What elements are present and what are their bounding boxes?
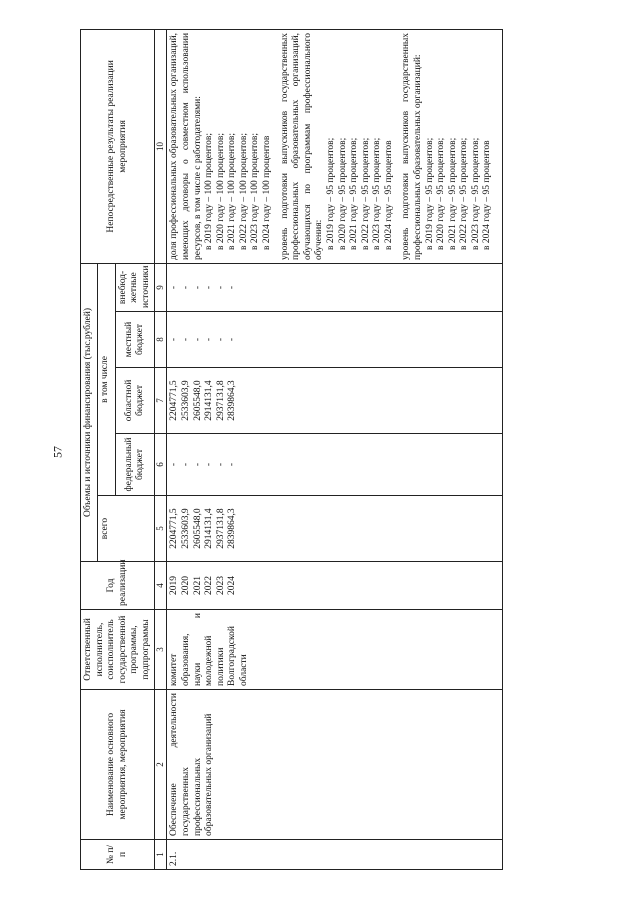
header-offbudget: внебюд-жетные источники xyxy=(115,263,155,311)
result-year: в 2023 году – 95 процентов; xyxy=(470,137,481,250)
col-number: 5 xyxy=(155,496,167,562)
local-value: - xyxy=(181,337,192,342)
header-funding: Объемы и источники финансирования (тыс.рублей) xyxy=(81,263,98,561)
row-local xyxy=(167,312,503,368)
result-year: в 2024 году – 95 процентов xyxy=(383,140,394,250)
col-number: 1 xyxy=(155,840,167,870)
result-year: в 2022 году – 95 процентов; xyxy=(459,137,470,250)
offbudget-value: - xyxy=(204,285,215,290)
total-value: 2605548,0 xyxy=(192,508,203,549)
total-value: 2533603,9 xyxy=(181,508,192,549)
federal-value: - xyxy=(204,462,215,467)
federal-value: - xyxy=(192,462,203,467)
column-number-row xyxy=(155,29,167,869)
local-value: - xyxy=(204,337,215,342)
result-year: в 2020 году – 100 процентов; xyxy=(215,132,226,250)
program-table xyxy=(80,29,503,870)
result-year: в 2021 году – 95 процентов; xyxy=(349,137,360,250)
federal-value: - xyxy=(227,462,238,467)
row-years xyxy=(167,562,503,610)
row-federal xyxy=(167,434,503,496)
col-number: 7 xyxy=(155,368,167,434)
result-year: в 2019 году – 95 процентов; xyxy=(424,137,435,250)
local-value: - xyxy=(169,337,180,342)
header-total: всего xyxy=(97,496,155,562)
row-executor: комитет образования, науки и молодежной политики Волгоградской области xyxy=(167,610,503,690)
col-number: 2 xyxy=(155,690,167,840)
header-name: Наименование основного мероприятия, мероприятия xyxy=(81,690,155,840)
row-total xyxy=(167,496,503,562)
result-year: в 2024 году – 100 процентов xyxy=(262,135,273,250)
result-year: в 2023 году – 100 процентов; xyxy=(250,132,261,250)
offbudget-value: - xyxy=(181,285,192,290)
result-year: в 2021 году – 95 процентов; xyxy=(447,137,458,250)
result-intro: уровень подготовки выпускников государственных профессиональных образовательных организаций, обучающихся по программам профессионального обучения: xyxy=(279,32,325,260)
row-name: Обеспечение деятельности государственных профессиональных образовательных организаций xyxy=(167,690,503,840)
row-regional xyxy=(167,368,503,434)
result-year: в 2022 году – 95 процентов; xyxy=(360,137,371,250)
result-year: в 2023 году – 95 процентов; xyxy=(372,137,383,250)
page-number: 57 xyxy=(50,446,65,458)
result-intro: доля профессиональных образовательных организаций, имеющих договоры о совместном использовании ресурсов, в том числе с работодателями: xyxy=(169,32,203,260)
col-number: 9 xyxy=(155,263,167,311)
total-value: 2914131,4 xyxy=(204,508,215,549)
year-value: 2024 xyxy=(227,576,238,595)
header-results: Непосредственные результаты реализации мероприятия xyxy=(81,29,155,263)
local-value: - xyxy=(192,337,203,342)
rotated-table-container xyxy=(80,30,580,870)
col-number: 4 xyxy=(155,562,167,610)
header-incl: в том числе xyxy=(97,263,115,495)
regional-value: 2533603,9 xyxy=(181,380,192,421)
header-executor: Ответственный исполнитель, соисполнитель государственной программы, подпрограммы xyxy=(81,610,155,690)
regional-value: 2605548,0 xyxy=(192,380,203,421)
total-value: 2937131,8 xyxy=(215,508,226,549)
federal-value: - xyxy=(215,462,226,467)
federal-value: - xyxy=(181,462,192,467)
col-number: 10 xyxy=(155,29,167,263)
local-value: - xyxy=(227,337,238,342)
total-value: 2839864,3 xyxy=(227,508,238,549)
offbudget-value: - xyxy=(215,285,226,290)
row-results xyxy=(167,29,503,263)
result-intro: уровень подготовки выпускников государственных профессиональных образовательных организаций: xyxy=(401,32,423,260)
regional-value: 2914131,4 xyxy=(204,380,215,421)
table-row xyxy=(167,29,503,869)
year-value: 2021 xyxy=(192,576,203,595)
col-number: 6 xyxy=(155,434,167,496)
result-block xyxy=(280,33,396,260)
result-year: в 2024 году – 95 процентов xyxy=(482,140,493,250)
offbudget-value: - xyxy=(169,285,180,290)
year-value: 2019 xyxy=(169,576,180,595)
result-year: в 2019 году – 100 процентов; xyxy=(204,132,215,250)
year-value: 2020 xyxy=(181,576,192,595)
col-number: 8 xyxy=(155,312,167,368)
header-no: № п/п xyxy=(81,840,155,870)
result-year: в 2020 году – 95 процентов; xyxy=(436,137,447,250)
result-year: в 2022 году – 100 процентов; xyxy=(238,132,249,250)
result-block xyxy=(169,33,273,260)
regional-value: 2204771,5 xyxy=(169,380,180,421)
offbudget-value: - xyxy=(192,285,203,290)
result-year: в 2019 году – 95 процентов; xyxy=(325,137,336,250)
local-value: - xyxy=(215,337,226,342)
result-block xyxy=(401,33,494,260)
result-year: в 2020 году – 95 процентов; xyxy=(337,137,348,250)
total-value: 2204771,5 xyxy=(169,508,180,549)
row-offbudget xyxy=(167,263,503,311)
offbudget-value: - xyxy=(227,285,238,290)
regional-value: 2937131,8 xyxy=(215,380,226,421)
federal-value: - xyxy=(169,462,180,467)
header-local: местный бюджет xyxy=(115,312,155,368)
header-year: Год реализации xyxy=(81,562,155,610)
year-value: 2022 xyxy=(204,576,215,595)
result-year: в 2021 году – 100 процентов; xyxy=(227,132,238,250)
header-regional: областной бюджет xyxy=(115,368,155,434)
col-number: 3 xyxy=(155,610,167,690)
regional-value: 2839864,3 xyxy=(227,380,238,421)
year-value: 2023 xyxy=(215,576,226,595)
header-federal: федеральный бюджет xyxy=(115,434,155,496)
row-number: 2.1. xyxy=(167,840,503,870)
